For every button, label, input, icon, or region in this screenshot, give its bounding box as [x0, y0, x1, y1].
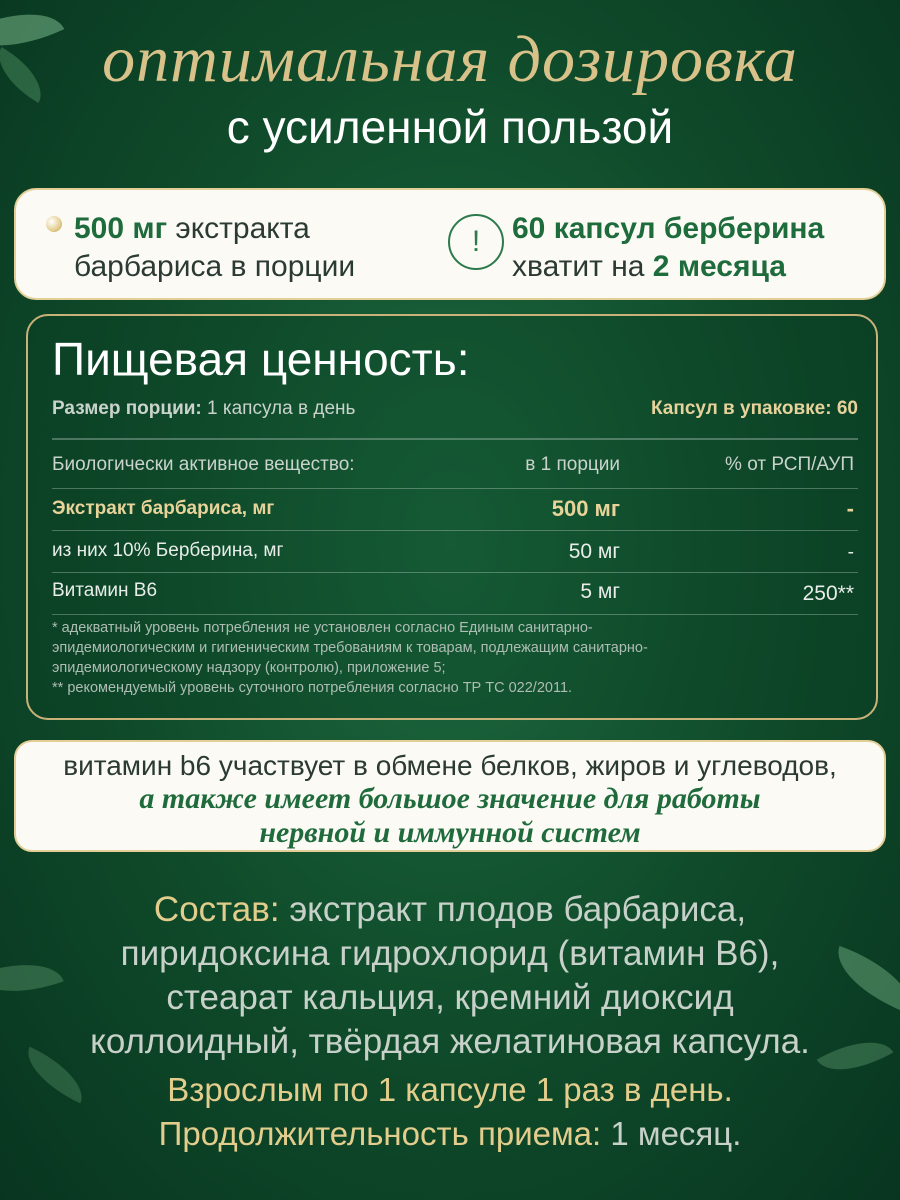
benefit-dosage-amount: 500 мг [74, 212, 168, 245]
nutrition-title: Пищевая ценность: [52, 333, 470, 385]
table-divider [52, 614, 858, 615]
table-row-amount: 50 мг [568, 540, 620, 563]
footnotes [52, 618, 852, 698]
headline-sub: с усиленной пользой [226, 101, 674, 153]
benefit-supply-text: хватит на [512, 250, 653, 283]
table-row-amount: 500 мг [551, 496, 620, 521]
table-header-substance: Биологически активное вещество: [52, 454, 355, 475]
table-divider [52, 530, 858, 531]
composition-line: экстракт плодов барбариса, [279, 890, 747, 929]
capsule-icon [46, 216, 62, 232]
headline-main: оптимальная дозировка [102, 23, 798, 96]
exclamation-icon: ! [448, 214, 504, 270]
table-row-percent: - [846, 496, 854, 521]
vitamin-info-card [14, 740, 886, 852]
composition-line: стеарат кальция, кремний диоксид [166, 978, 734, 1017]
footnote-line: ** рекомендуемый уровень суточного потребления согласно ТР ТС 022/2011. [52, 680, 573, 696]
table-divider [52, 488, 858, 489]
serving-size [52, 398, 355, 420]
table-row-amount: 5 мг [580, 580, 620, 603]
duration-value: 1 месяц. [601, 1115, 742, 1152]
nutrition-card [26, 314, 878, 720]
footnote-line: эпидемиологическим и гигиеническим требованиям к товарам, подлежащим санитарно- [52, 640, 648, 656]
dosage-instructions [0, 1068, 900, 1156]
table-divider [52, 572, 858, 573]
benefit-supply [512, 210, 824, 286]
table-row-percent: 250** [802, 582, 854, 605]
benefit-dosage [74, 210, 355, 286]
table-header-percent: % от РСП/АУП [725, 454, 854, 475]
vitamin-info-line: витамин b6 участвует в обмене белков, жиров и углеводов, [63, 750, 837, 781]
benefit-supply-count: 60 капсул берберина [512, 212, 825, 245]
footnote-line: эпидемиологическому надзору (контролю), приложение 5; [52, 660, 446, 676]
table-divider [52, 438, 858, 440]
dosage-line: Взрослым по 1 капсуле 1 раз в день. [167, 1071, 733, 1108]
table-header-amount: в 1 порции [525, 454, 620, 475]
vitamin-info-emphasis: а также имеет большое значение для работы [139, 782, 761, 815]
serving-size-label: Размер порции: [52, 398, 202, 419]
benefit-supply-duration: 2 месяца [652, 250, 786, 283]
table-row-name: Витамин В6 [52, 580, 158, 601]
vitamin-info-emphasis: нервной и иммунной систем [259, 816, 641, 849]
table-row-name: Экстракт барбариса, мг [52, 498, 275, 519]
duration-label: Продолжительность приема: [158, 1115, 602, 1152]
footnote-line: * адекватный уровень потребления не установлен согласно Единым санитарно- [52, 620, 593, 636]
benefit-dosage-text: экстракта [167, 212, 310, 245]
composition-label: Состав: [153, 890, 280, 929]
table-row-percent: - [847, 542, 854, 563]
table-row-name: из них 10% Берберина, мг [52, 540, 284, 561]
benefit-dosage-line2: барбариса в порции [74, 250, 356, 283]
benefits-card [14, 188, 886, 300]
serving-size-value: 1 капсула в день [201, 398, 356, 419]
composition-line: коллоидный, твёрдая желатиновая капсула. [90, 1022, 810, 1061]
pack-count: Капсул в упаковке: 60 [650, 398, 858, 419]
composition [0, 888, 900, 1064]
composition-line: пиридоксина гидрохлорид (витамин В6), [120, 934, 780, 973]
